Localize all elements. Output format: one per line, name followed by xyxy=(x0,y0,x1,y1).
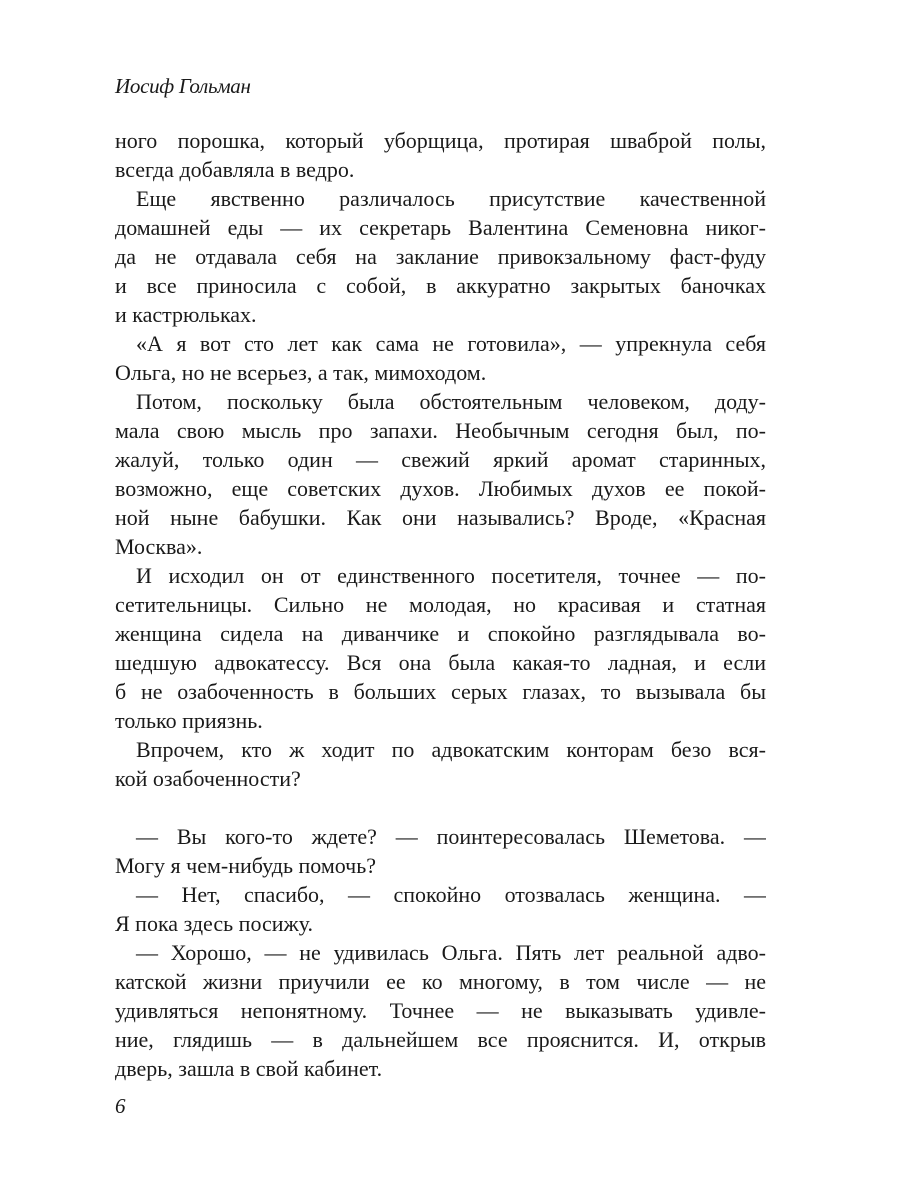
text-line: ного порошка, который уборщица, протирая шваброй полы, xyxy=(115,128,766,153)
paragraph xyxy=(115,822,766,880)
text-line: только приязнь. xyxy=(115,708,263,733)
text-line: мала свою мысль про запахи. Необычным сегодня был, по- xyxy=(115,418,766,443)
text-line: женщина сидела на диванчике и спокойно разглядывала во- xyxy=(115,621,766,646)
text-line: да не отдавала себя на заклание привокзальному фаст-фуду xyxy=(115,244,766,269)
text-line: сетительницы. Сильно не молодая, но красивая и статная xyxy=(115,592,766,617)
text-line: всегда добавляла в ведро. xyxy=(115,157,355,182)
text-line: Впрочем, кто ж ходит по адвокатским конторам безо вся- xyxy=(136,737,766,762)
text-line: удивляться непонятному. Точнее — не выказывать удивле- xyxy=(115,998,766,1023)
text-line: домашней еды — их секретарь Валентина Семеновна никог- xyxy=(115,215,766,240)
text-line: и все приносила с собой, в аккуратно закрытых баночках xyxy=(115,273,766,298)
text-line: б не озабоченность в больших серых глазах, то вызывала бы xyxy=(115,679,766,704)
text-line: Ольга, но не всерьез, а так, мимоходом. xyxy=(115,360,487,385)
page-number: 6 xyxy=(115,1094,126,1118)
text-line: Еще явственно различалось присутствие качественной xyxy=(136,186,766,211)
text-line: шедшую адвокатессу. Вся она была какая-то ладная, и если xyxy=(115,650,766,675)
paragraph xyxy=(115,184,766,329)
text-line: — Нет, спасибо, — спокойно отозвалась женщина. — xyxy=(136,882,766,907)
paragraph xyxy=(115,329,766,387)
text-line: Могу я чем-нибудь помочь? xyxy=(115,853,377,878)
text-line: возможно, еще советских духов. Любимых духов ее покой- xyxy=(115,476,766,501)
text-line: Я пока здесь посижу. xyxy=(115,911,314,936)
text-line: «А я вот сто лет как сама не готовила», — упрекнула себя xyxy=(136,331,766,356)
body-text xyxy=(115,126,766,1083)
text-line: ной ныне бабушки. Как они назывались? Вроде, «Красная xyxy=(115,505,766,530)
text-line: катской жизни приучили ее ко многому, в том числе — не xyxy=(115,969,766,994)
paragraph xyxy=(115,561,766,735)
paragraph xyxy=(115,880,766,938)
paragraph xyxy=(115,735,766,793)
paragraph xyxy=(115,126,766,184)
text-line: жалуй, только один — свежий яркий аромат старинных, xyxy=(115,447,766,472)
text-line: и кастрюльках. xyxy=(115,302,257,327)
running-head-author: Иосиф Гольман xyxy=(115,74,251,98)
text-line: дверь, зашла в свой кабинет. xyxy=(115,1056,383,1081)
scene-break xyxy=(115,793,766,822)
paragraph xyxy=(115,387,766,561)
text-line: — Вы кого-то ждете? — поинтересовалась Шеметова. — xyxy=(136,824,766,849)
text-line: — Хорошо, — не удивилась Ольга. Пять лет реальной адво- xyxy=(136,940,766,965)
text-line: кой озабоченности? xyxy=(115,766,301,791)
text-line: Потом, поскольку была обстоятельным человеком, доду- xyxy=(136,389,766,414)
text-line: И исходил он от единственного посетителя, точнее — по- xyxy=(136,563,766,588)
text-line: ние, глядишь — в дальнейшем все прояснится. И, открыв xyxy=(115,1027,766,1052)
text-line: Москва». xyxy=(115,534,203,559)
paragraph xyxy=(115,938,766,1083)
